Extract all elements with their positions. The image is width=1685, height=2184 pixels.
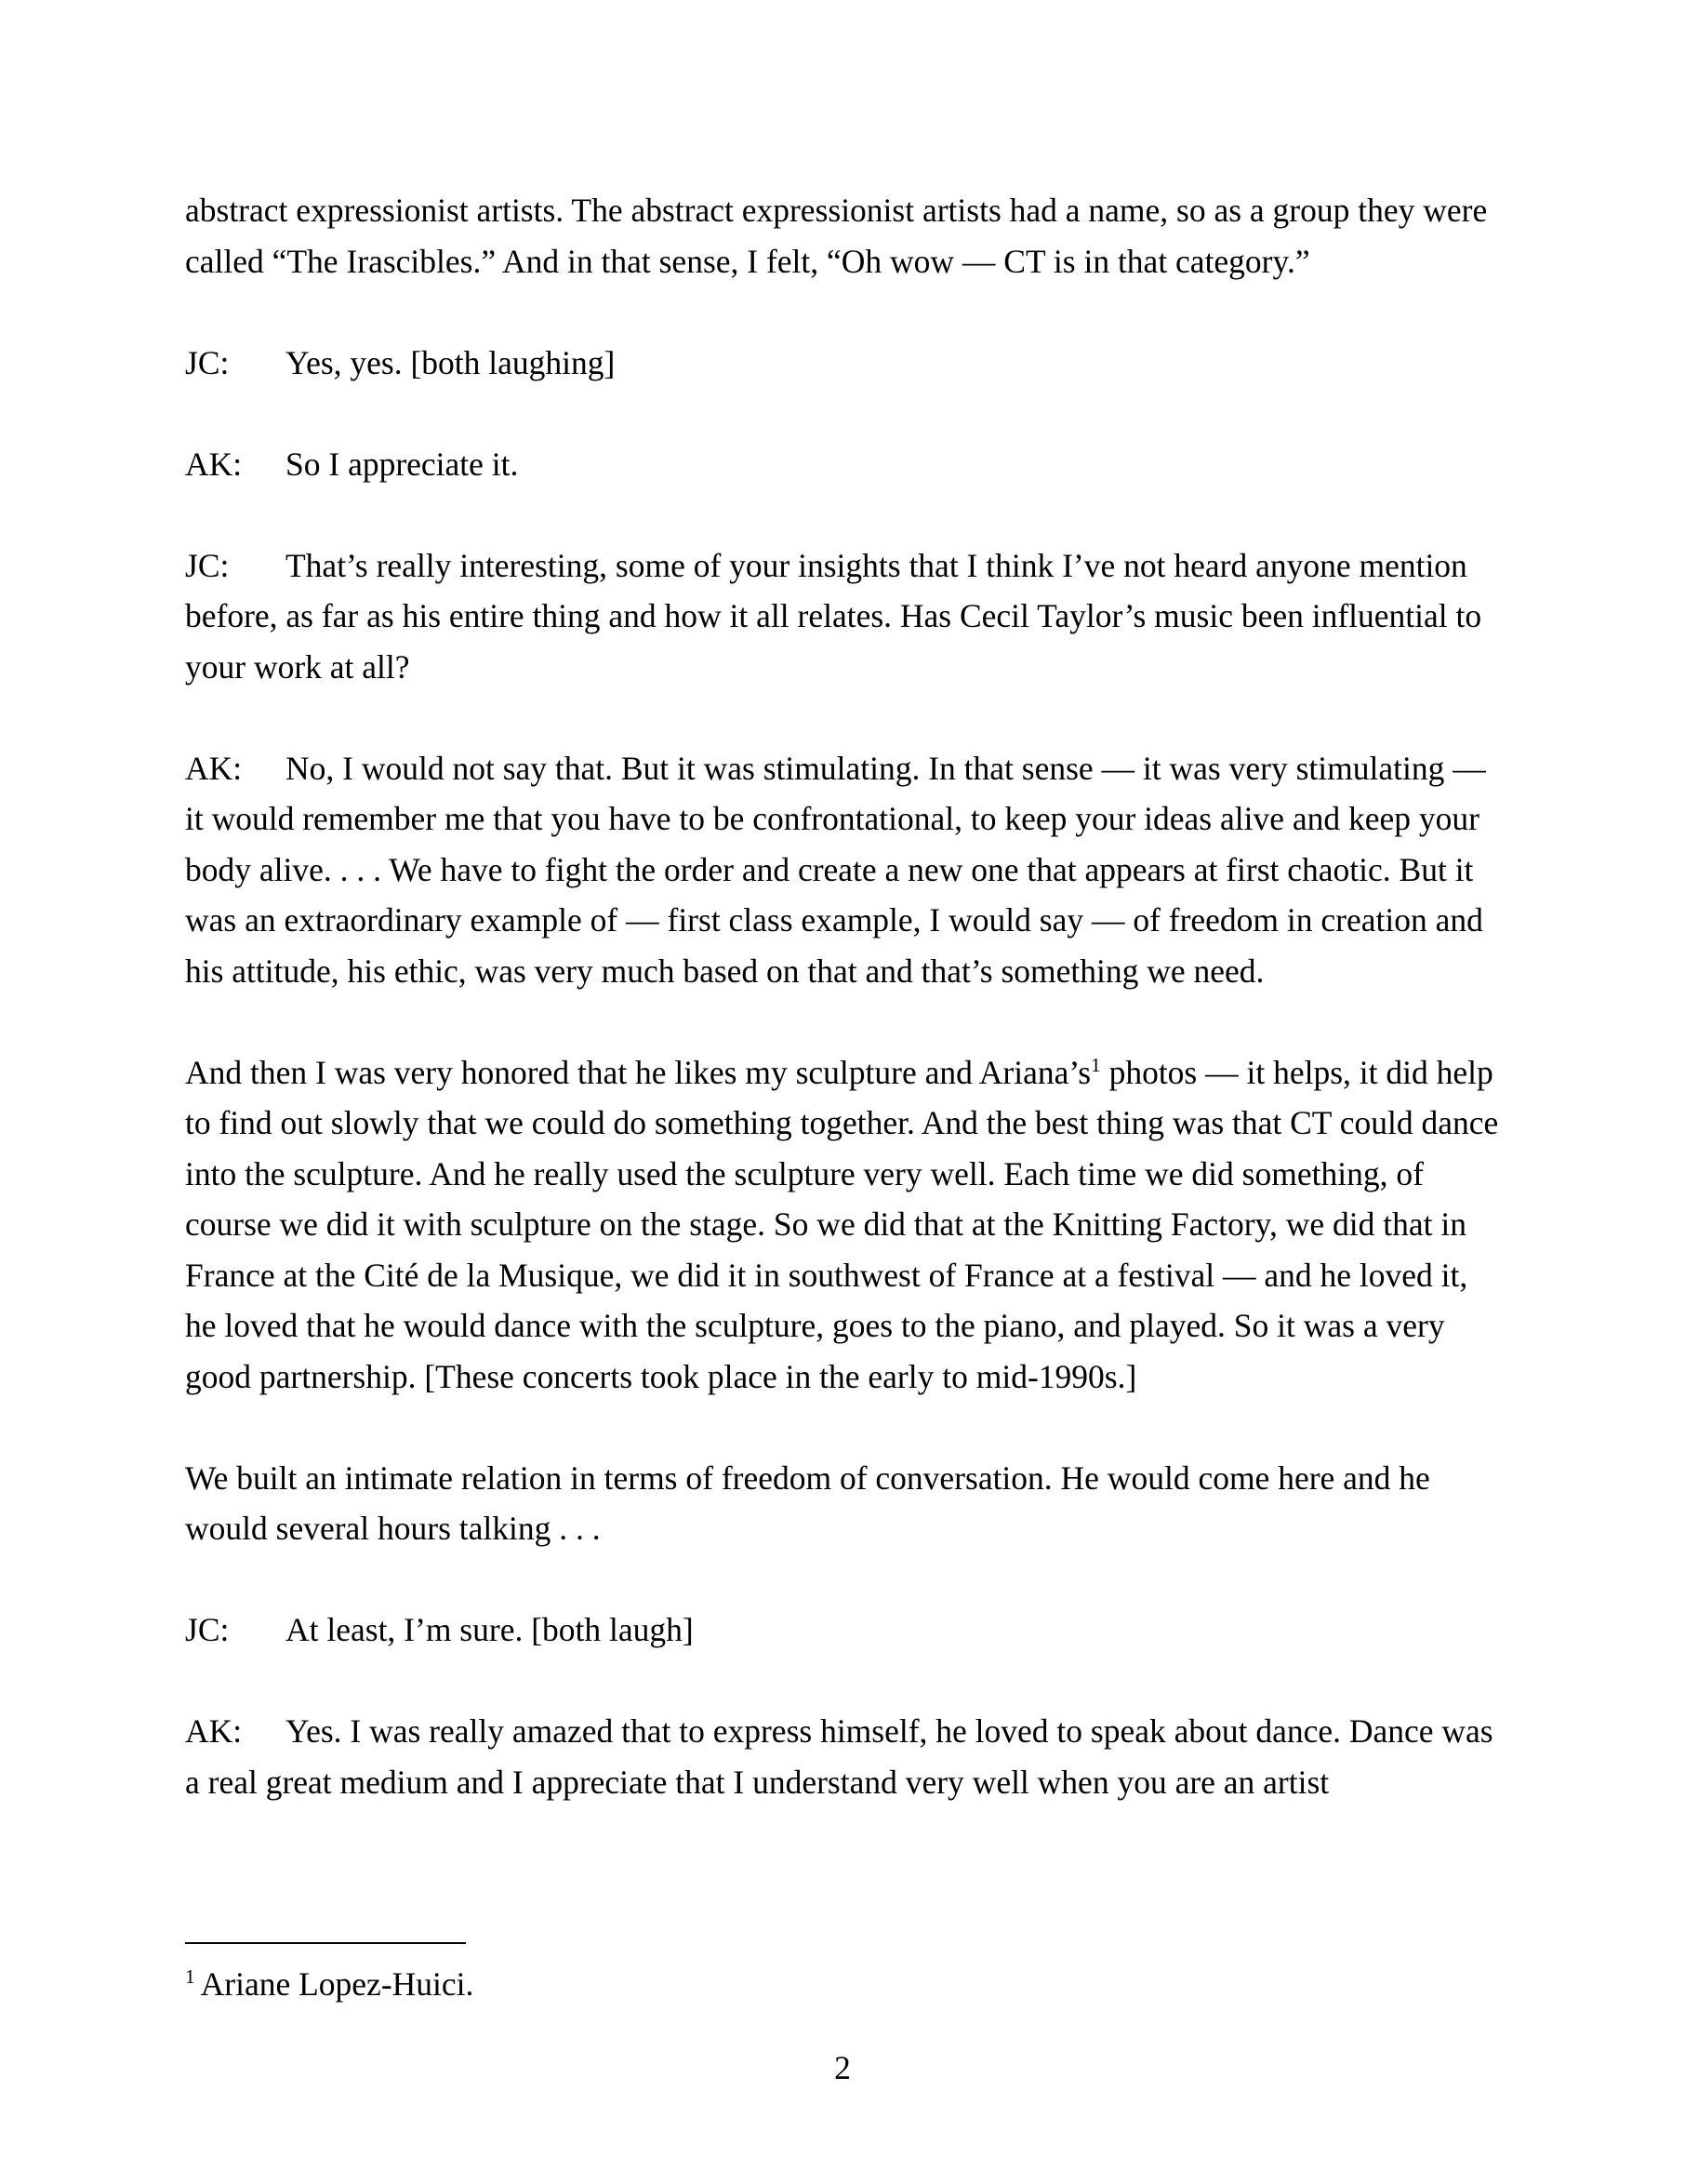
- dialogue-line: [185, 439, 1506, 490]
- footnote-marker: 1: [185, 1965, 195, 1989]
- dialogue-line: [185, 743, 1506, 997]
- dialogue-line: [185, 338, 1506, 389]
- footnote-divider: [185, 1942, 466, 1944]
- page-number: 2: [834, 2049, 851, 2086]
- paragraph-text: Yes, yes. [both laughing]: [285, 343, 616, 381]
- paragraph-text: Yes. I was really amazed that to express himself, he loved to speak about dance. Dance was a real great medium and I appreciate that I understand very well when you are an artist: [185, 1712, 1493, 1801]
- paragraph-text: So I appreciate it.: [285, 445, 519, 483]
- dialogue-line: [185, 540, 1506, 693]
- paragraph: [185, 185, 1506, 286]
- paragraph-text: We built an intimate relation in terms of freedom of conversation. He would come here and he would several hours talking . . .: [185, 1458, 1430, 1547]
- paragraph: [185, 1047, 1506, 1403]
- paragraph-text: That’s really interesting, some of your insights that I think I’ve not heard anyone mention before, as far as his entire thing and how it all relates. Has Cecil Taylor’s music been influential to your work at all?: [185, 546, 1482, 686]
- paragraph-text: And then I was very honored that he likes my sculpture and Ariana’s: [185, 1053, 1092, 1091]
- paragraph-text: abstract expressionist artists. The abstract expressionist artists had a name, so as a group they were called “The Irascibles.” And in that sense, I felt, “Oh wow — CT is in that category.”: [185, 192, 1488, 280]
- paragraph-text: photos — it helps, it did help to find out slowly that we could do something together. And the best thing was that CT could dance into the sculpture. And he really used the sculpture very well. Each time we did something, of course we did it with sculpture on the stage. So we did that at the Knitting Factory, we did that in France at the Cité de la Musique, we did it in southwest of France at a festival — and he loved it, he loved that he would dance with the sculpture, goes to the piano, and played. So it was a very good partnership. [These concerts took place in the early to mid-1990s.]: [185, 1053, 1499, 1395]
- speaker-label: JC:: [185, 546, 230, 584]
- paragraph-text: At least, I’m sure. [both laugh]: [285, 1611, 694, 1648]
- paragraph-text: No, I would not say that. But it was stimulating. In that sense — it was very stimulating — it would remember me that you have to be confrontational, to keep your ideas alive and keep your body alive. . . . We have to fight the order and create a new one that appears at first chaotic. But it was an extraordinary example of — first class example, I would say — of freedom in creation and his attitude, his ethic, was very much based on that and that’s something we need.: [185, 749, 1486, 990]
- speaker-label: AK:: [185, 445, 243, 483]
- paragraph: [185, 1453, 1506, 1554]
- speaker-label: JC:: [185, 1611, 230, 1648]
- footnote: [185, 1961, 1506, 2007]
- speaker-label: JC:: [185, 343, 230, 381]
- dialogue-line: [185, 1706, 1506, 1807]
- speaker-label: AK:: [185, 1712, 243, 1750]
- speaker-label: AK:: [185, 749, 243, 787]
- dialogue-line: [185, 1605, 1506, 1656]
- footnote-reference[interactable]: 1: [1091, 1053, 1101, 1076]
- transcript-body: [185, 185, 1506, 1858]
- footnote-text: Ariane Lopez-Huici.: [200, 1965, 474, 2003]
